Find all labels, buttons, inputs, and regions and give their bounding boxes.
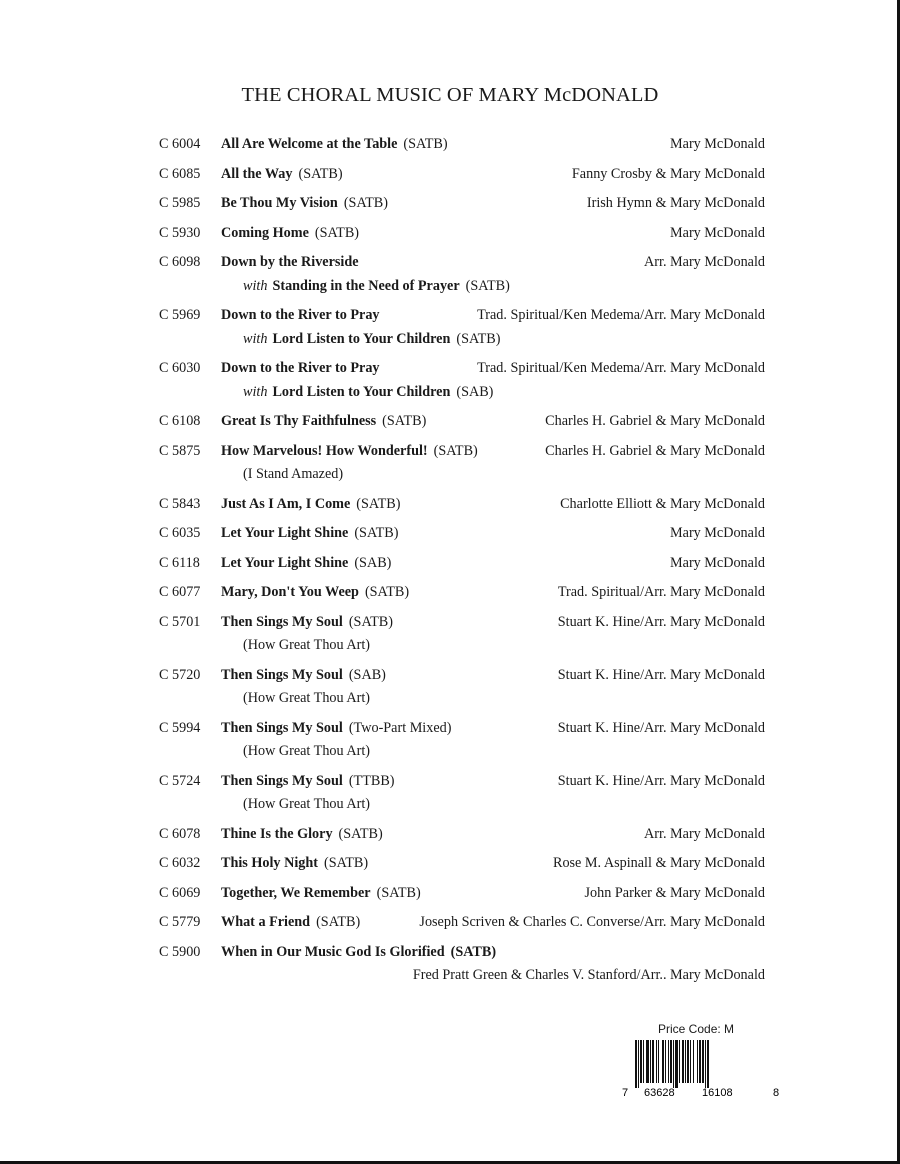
catalog-entry [159,911,765,935]
catalog-entry [159,664,765,711]
catalog-entry [159,410,765,434]
voicing: (SAB) [354,554,392,571]
catalog-entry [159,941,765,988]
composer-credit: Stuart K. Hine/Arr. Mary McDonald [557,613,765,630]
barcode-bar [675,1040,678,1088]
paired-voicing: (SAB) [456,383,494,400]
song-title: Down to the River to Pray [221,307,380,323]
barcode-bar [702,1040,704,1083]
composer-credit: Arr. Mary McDonald [644,825,765,842]
catalog-entry [159,581,765,605]
entry-main-line [159,552,765,576]
catalog-entry [159,852,765,876]
entry-main-line [159,611,765,635]
with-label: with [243,383,268,400]
voicing: (SATB) [382,413,427,429]
composer-credit: Stuart K. Hine/Arr. Mary McDonald [557,772,765,789]
catalog-entry [159,882,765,906]
song-title: Thine Is the Glory [221,825,333,842]
entry-main-line [159,941,765,965]
entry-main-line [159,882,765,906]
catalog-entry [159,440,765,487]
catalog-number: C 5779 [159,914,201,930]
with-label: with [243,277,268,294]
catalog-number: C 5969 [159,307,201,323]
composer-credit: Fred Pratt Green & Charles V. Stanford/Arr.. Mary McDonald [412,967,765,983]
catalog-entry [159,163,765,187]
catalog-number: C 6032 [159,855,201,871]
catalog-entry [159,522,765,546]
catalog-number: C 6004 [159,136,201,152]
barcode-bar [682,1040,684,1083]
song-title: Let Your Light Shine [221,554,349,571]
catalog-entry [159,493,765,517]
voicing: (SATB) [298,165,343,182]
entry-main-line [159,493,765,517]
composer-credit: Charlotte Elliott & Mary McDonald [560,495,765,512]
entry-main-line [159,251,765,275]
catalog-number: C 6078 [159,825,201,842]
song-title: Down to the River to Pray [221,360,380,376]
composer-credit: Trad. Spiritual/Arr. Mary McDonald [557,584,765,600]
entry-main-line [159,522,765,546]
voicing: (SATB) [376,884,421,901]
barcode-bar [662,1040,664,1083]
song-title: Then Sings My Soul [221,666,343,683]
barcode-bar [673,1040,674,1088]
voicing: (SAB) [348,666,386,683]
catalog-number: C 5930 [159,224,201,241]
composer-credit: Charles H. Gabriel & Mary McDonald [545,413,765,429]
barcode-bar [668,1040,669,1083]
song-title: Then Sings My Soul [221,719,343,736]
barcode-bar [638,1040,639,1088]
barcode-bar [690,1040,691,1083]
catalog-list [159,133,765,994]
barcode-bar [646,1040,649,1083]
composer-credit: Mary McDonald [670,136,765,152]
barcode-bars [635,1040,709,1088]
song-title: Mary, Don't You Weep [221,584,359,600]
barcode-bar [693,1040,694,1083]
song-title: Be Thou My Vision [221,195,338,211]
voicing: (SATB) [354,525,399,541]
song-subtitle: (How Great Thou Art) [243,637,371,653]
entry-title-line [221,941,765,965]
entry-main-line [159,911,765,935]
paired-song-line [243,381,765,405]
barcode-digits-a: 63628 [644,1087,675,1099]
composer-credit: Mary McDonald [670,224,765,241]
barcode-bar [635,1040,637,1088]
song-title: Then Sings My Soul [221,772,343,789]
catalog-number: C 5875 [159,442,201,459]
song-title: All the Way [221,165,293,182]
voicing: (SATB) [450,943,497,960]
catalog-entry [159,717,765,764]
composer-credit: Arr. Mary McDonald [644,254,765,270]
catalog-number: C 5900 [159,943,201,960]
voicing: (Two-Part Mixed) [348,719,452,736]
composer-credit: Rose M. Aspinall & Mary McDonald [552,855,765,871]
catalog-entry [159,222,765,246]
catalog-entry [159,251,765,298]
song-subtitle: (How Great Thou Art) [243,690,371,706]
composer-credit: Irish Hymn & Mary McDonald [586,195,765,211]
paired-voicing: (SATB) [456,330,501,347]
catalog-number: C 5843 [159,495,201,512]
composer-credit: Mary McDonald [670,525,765,541]
composer-credit: Stuart K. Hine/Arr. Mary McDonald [557,666,765,683]
barcode-bar [679,1040,680,1083]
catalog-entry [159,770,765,817]
barcode-bar [652,1040,654,1083]
barcode-bar [707,1040,709,1088]
page-title: THE CHORAL MUSIC OF MARY McDONALD [241,84,659,106]
entry-main-line [159,163,765,187]
entry-main-line [159,410,765,434]
song-subtitle: (How Great Thou Art) [243,796,371,812]
barcode-bar [650,1040,651,1083]
paired-song-title: Lord Listen to Your Children [272,330,451,347]
composer-credit: Trad. Spiritual/Ken Medema/Arr. Mary McDonald [477,307,765,323]
catalog-number: C 6118 [159,554,200,571]
catalog-number: C 5720 [159,666,201,683]
catalog-number: C 6035 [159,525,201,541]
catalog-number: C 6098 [159,254,201,270]
catalog-entry [159,552,765,576]
catalog-number: C 5724 [159,772,201,789]
barcode-digit-left: 7 [622,1087,629,1099]
composer-credit: Stuart K. Hine/Arr. Mary McDonald [557,719,765,736]
barcode-bar [687,1040,689,1083]
song-title: Together, We Remember [221,884,371,901]
barcode-digits-b: 16108 [702,1087,733,1099]
catalog-number: C 6069 [159,884,201,901]
voicing: (SATB) [356,495,401,512]
entry-main-line [159,357,765,381]
entry-main-line [159,222,765,246]
paired-song-title: Standing in the Need of Prayer [272,277,460,294]
composer-credit: Charles H. Gabriel & Mary McDonald [545,442,765,459]
price-code: Price Code: M [658,1022,735,1036]
catalog-number: C 6030 [159,360,201,376]
entry-main-line [159,581,765,605]
barcode-digit-right: 8 [773,1087,780,1099]
barcode-bar [658,1040,659,1083]
voicing: (SATB) [348,613,393,630]
song-title: All Are Welcome at the Table [221,136,398,152]
entry-main-line [159,304,765,328]
song-title: Down by the Riverside [221,254,359,270]
paired-voicing: (SATB) [465,277,510,294]
barcode-bar [685,1040,686,1083]
catalog-number: C 6108 [159,413,201,429]
composer-credit: Fanny Crosby & Mary McDonald [571,165,765,182]
voicing: (SATB) [343,195,388,211]
paired-song-title: Lord Listen to Your Children [272,383,451,400]
catalog-number: C 6077 [159,584,201,600]
entry-main-line [159,664,765,688]
entry-main-line [159,823,765,847]
entry-main-line [159,852,765,876]
barcode-bar [640,1040,642,1083]
catalog-entry [159,133,765,157]
barcode-bar [656,1040,657,1083]
catalog-number: C 6085 [159,165,201,182]
composer-credit: Trad. Spiritual/Ken Medema/Arr. Mary McDonald [477,360,765,376]
voicing: (SATB) [403,136,448,152]
entry-main-line [159,133,765,157]
catalog-number: C 5994 [159,719,201,736]
composer-credit: Mary McDonald [670,554,765,571]
song-title: Then Sings My Soul [221,613,343,630]
song-title: Let Your Light Shine [221,525,349,541]
song-title: Great Is Thy Faithfulness [221,413,377,429]
voicing: (SATB) [433,442,478,459]
barcode-bar [705,1040,706,1088]
voicing: (SATB) [338,825,383,842]
catalog-number: C 5985 [159,195,201,211]
song-title: Just As I Am, I Come [221,495,351,512]
paired-song-line [243,328,765,352]
voicing: (TTBB) [348,772,395,789]
with-label: with [243,330,268,347]
barcode-bar [643,1040,644,1083]
voicing: (SATB) [323,855,369,871]
entry-main-line [159,192,765,216]
composer-credit: Joseph Scriven & Charles C. Converse/Arr. Mary McDonald [419,914,765,930]
song-title: Coming Home [221,224,309,241]
barcode-bar [665,1040,666,1083]
composer-credit: John Parker & Mary McDonald [584,884,765,901]
song-subtitle: (How Great Thou Art) [243,743,371,759]
barcode-bar [670,1040,672,1083]
catalog-entry [159,192,765,216]
catalog-entry [159,304,765,351]
voicing: (SATB) [316,914,361,930]
barcode-bar [699,1040,701,1083]
entry-main-line [159,770,765,794]
song-title: When in Our Music God Is Glorified [221,943,445,960]
paired-song-line [243,275,765,299]
catalog-number: C 5701 [159,613,201,630]
song-subtitle: (I Stand Amazed) [243,466,344,482]
catalog-entry [159,611,765,658]
catalog-entry [159,823,765,847]
song-title: This Holy Night [221,855,318,871]
voicing: (SATB) [364,584,410,600]
barcode-bar [697,1040,698,1083]
voicing: (SATB) [314,224,360,241]
entry-main-line [159,717,765,741]
entry-main-line [159,440,765,464]
song-title: What a Friend [221,914,311,930]
catalog-entry [159,357,765,404]
barcode [622,1023,780,1123]
song-title: How Marvelous! How Wonderful! [221,442,428,459]
